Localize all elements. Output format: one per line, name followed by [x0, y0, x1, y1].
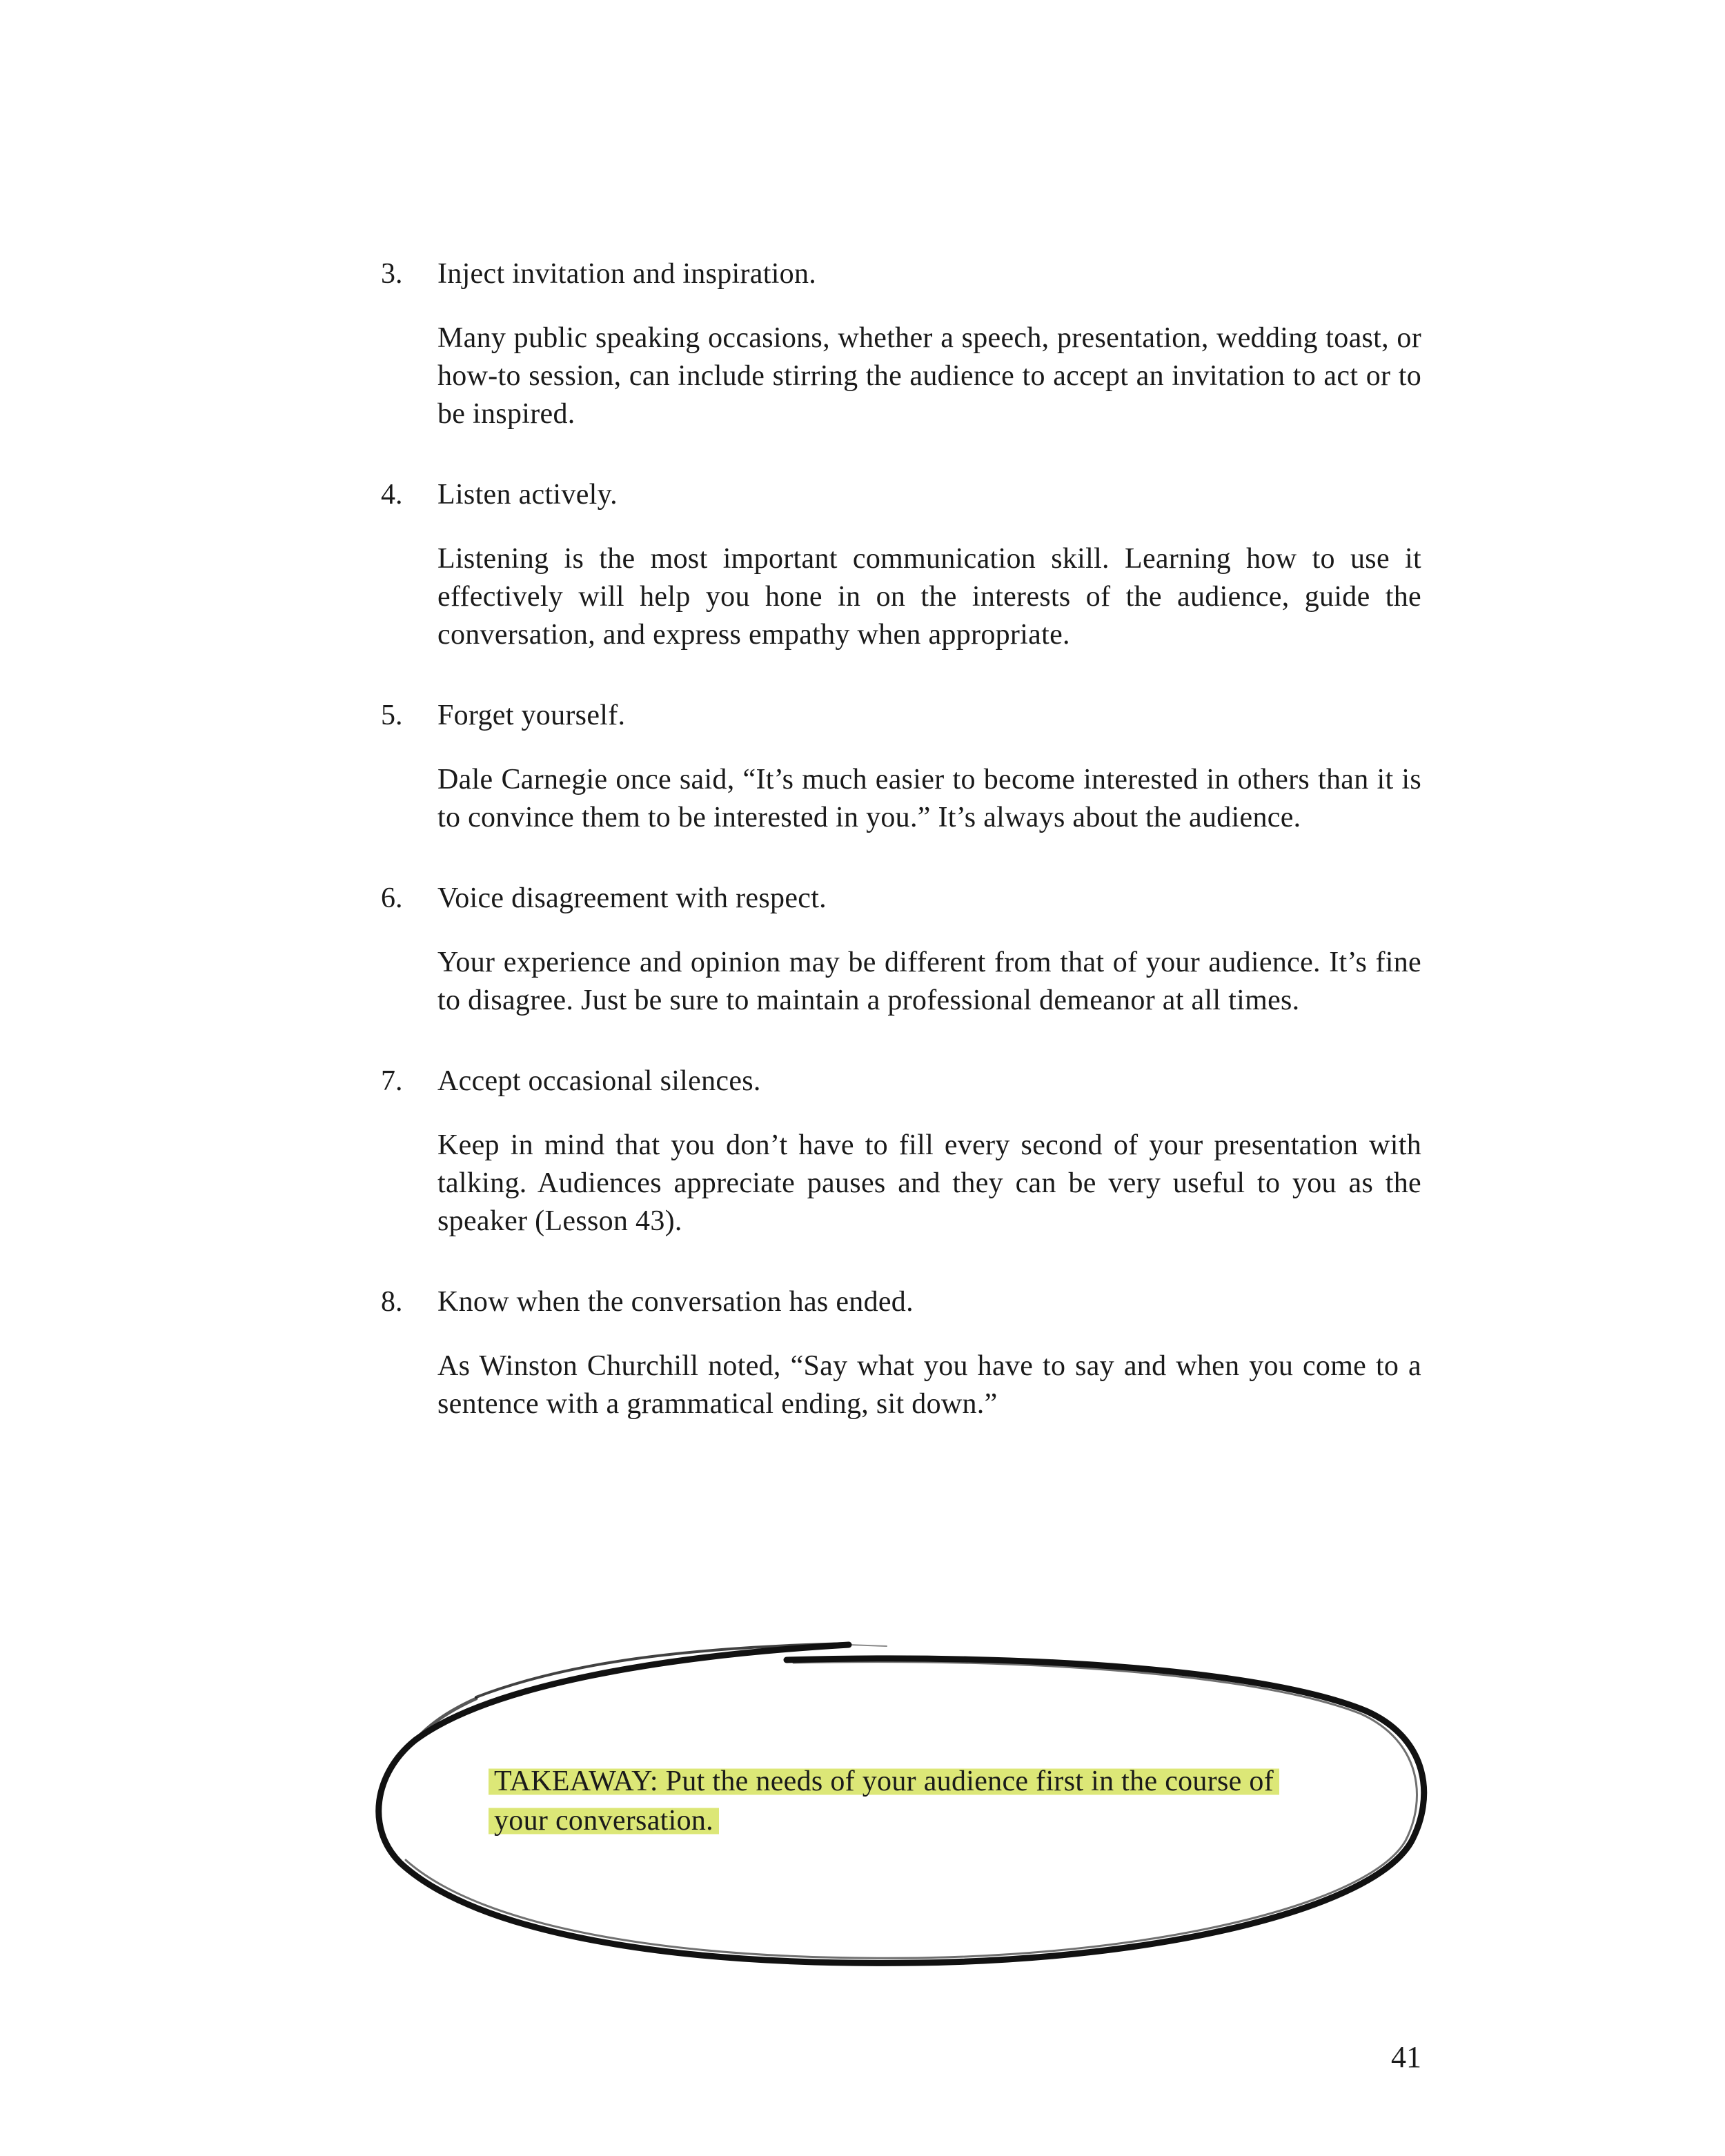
- item-title: Know when the conversation has ended.: [437, 1286, 914, 1318]
- list-item: [381, 880, 1421, 1020]
- item-body: As Winston Churchill noted, “Say what you have to say and when you come to a sentence with a grammatical ending, sit down.”: [437, 1350, 1421, 1420]
- list-item: [381, 476, 1421, 654]
- item-number: 7.: [381, 1065, 403, 1097]
- item-title: Inject invitation and inspiration.: [437, 258, 817, 290]
- takeaway-text: TAKEAWAY: Put the needs of your audience first in the course of your conversation.: [489, 1766, 1279, 1837]
- item-number: 6.: [381, 882, 403, 914]
- item-number: 4.: [381, 479, 403, 511]
- list-item: [381, 697, 1421, 837]
- item-title: Accept occasional silences.: [437, 1065, 761, 1097]
- takeaway-callout: [489, 1762, 1275, 1841]
- item-number: 8.: [381, 1286, 403, 1318]
- list-item: [381, 255, 1421, 433]
- item-body: Listening is the most important communication skill. Learning how to use it effectively will help you hone in on the interests of the audience, guide the conversation, and express empathy when appropriate.: [437, 543, 1421, 651]
- item-number: 5.: [381, 700, 403, 731]
- item-body: Keep in mind that you don’t have to fill every second of your presentation with talking. Audiences appreciate pauses and they can be very useful to you as the speaker (Lesson 43).: [437, 1129, 1421, 1237]
- item-body: Your experience and opinion may be different from that of your audience. It’s fine to disagree. Just be sure to maintain a professional demeanor at all times.: [437, 947, 1421, 1016]
- item-number: 3.: [381, 258, 403, 290]
- item-body: Dale Carnegie once said, “It’s much easier to become interested in others than it is to convince them to be interested in you.” It’s always about the audience.: [437, 764, 1421, 833]
- item-title: Voice disagreement with respect.: [437, 882, 827, 914]
- item-title: Forget yourself.: [437, 700, 626, 731]
- item-title: Listen actively.: [437, 479, 618, 511]
- page-number: 41: [1391, 2040, 1421, 2074]
- item-body: Many public speaking occasions, whether a speech, presentation, wedding toast, or how-to session, can include stirring the audience to accept an invitation to act or to be inspired.: [437, 322, 1421, 430]
- list-item: [381, 1283, 1421, 1423]
- numbered-list: [381, 255, 1421, 1466]
- list-item: [381, 1062, 1421, 1240]
